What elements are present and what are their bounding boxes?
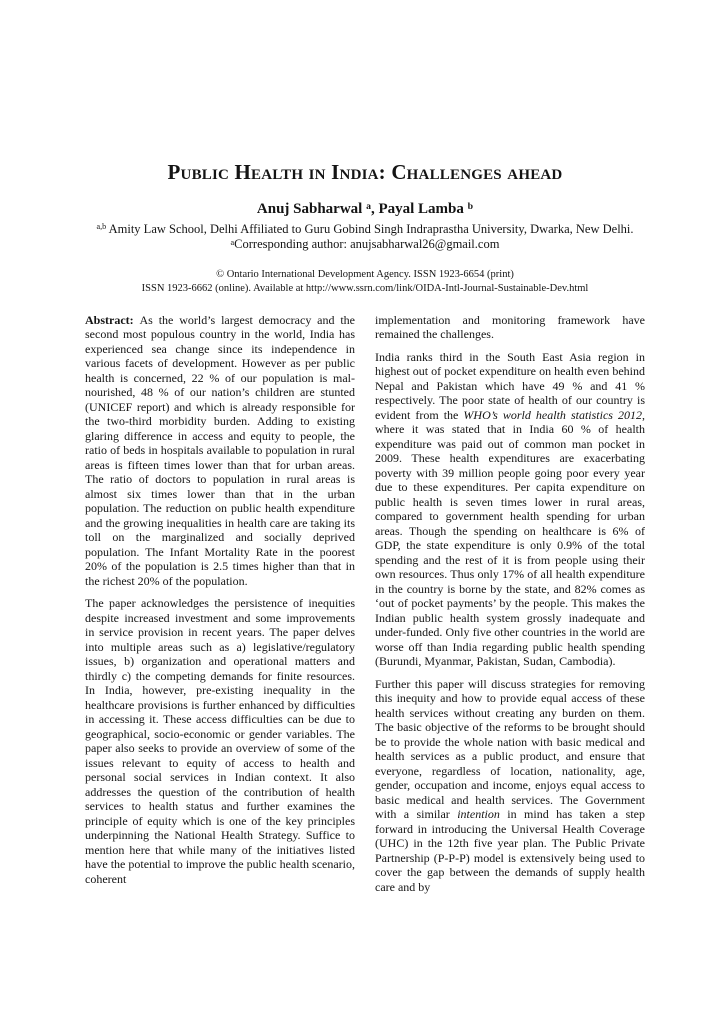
text-segment: Abstract: <box>85 312 140 327</box>
text-segment: intention <box>457 807 500 822</box>
left-column <box>85 313 355 903</box>
paragraph <box>375 677 645 895</box>
publisher-issn-url-line: ISSN 1923-6662 (online). Available at http://www.ssrn.com/link/OIDA-Intl-Journal-Sustainable-Dev.html <box>141 283 589 295</box>
paper-content <box>85 160 645 902</box>
text-segment: Anuj Sabharwal <box>256 201 367 218</box>
paper-title: Public Health in India: Challenges ahead <box>167 160 563 184</box>
text-segment: As the world’s largest democracy and the second most populous country in the world, India has experienced sea change since its independence in various facets of development. However as per public health is concerned, 22 % of our population is mal-nourished, 48 % of our nation’s children are stunted (UNICEF report) and which is already responsible for the two-third morbidity burden. Adding to existing glaring difference in access and equity to people, the ratio of beds in hospitals available to population in rural areas is fifteen times lower than that for urban areas. The ratio of doctors to population in rural areas is almost six times lower than that in the urban population. The reduction on public health expenditure and the growing inequalities in health care are taking its toll on the marginalized and socially deprived population. The Infant Mortality Rate in the poorest 20% of the population is 2.5 times higher than that in the richest 20% of the population. <box>85 312 356 588</box>
text-segment: a <box>366 200 371 212</box>
publisher-copyright-line: © Ontario International Development Agency. ISSN 1923-6654 (print) <box>216 269 514 281</box>
text-segment: Amity Law School, Delhi Affiliated to Guru Gobind Singh Indraprastha University, Dwarka, New Delhi. <box>106 221 634 236</box>
text-segment: Further this paper will discuss strategies for removing this inequity and how to provide equal access of these health services without creating any burden on them. The basic objective of the reforms to be brought should be to provide the whole nation with basic medical and health services as a public product, and ensure that everyone, regardless of location, nationality, age, gender, occupation and income, enjoys equal access to basic medical and health services. The Government with a similar <box>375 676 645 822</box>
text-segment: , where it was stated that in India 60 % of health expenditure was paid out of common man pocket in 2009. These health expenditures are exacerbating poverty with 39 million people going poor every year due to these expenditures. Per capita expenditure on public health is seven times lower in rural areas, compared to government health spending for urban areas. Though the spending on healthcare is 6% of GDP, the state expenditure is only 0.9% of the total spending and the rest of it is from people using their own resources. Thus only 17% of all health expenditure in the country is borne by the state, and 82% comes as ‘out of pocket payments’ by the people. This makes the Indian public health system grossly inadequate and under-funded. Only five other countries in the world are worse off than India regarding public health spending (Burundi, Myanmar, Pakistan, Sudan, Cambodia). <box>375 407 645 669</box>
authors-line <box>85 200 645 219</box>
paragraph <box>85 596 355 886</box>
text-segment: implementation and monitoring framework have remained the challenges. <box>375 312 645 342</box>
text-segment: a <box>230 237 235 247</box>
text-segment: Corresponding author: anujsabharwal26@gmail.com <box>234 237 500 252</box>
abstract-paragraph <box>85 313 355 589</box>
corresponding-author-line <box>85 237 645 252</box>
text-segment: India ranks third in the South East Asia region in highest out of pocket expenditure on health even behind Nepal and Pakistan which have 49 % and 41 % respectively. The poor state of health of our country is evident from the <box>375 349 645 422</box>
text-segment: in mind has taken a step forward in introducing the Universal Health Coverage (UHC) in the 12th five year plan. The Public Private Partnership (P-P-P) model is extensively being used to cover the gap between the demands of supply health care and by <box>375 807 645 894</box>
right-column <box>375 313 645 903</box>
body-columns <box>85 313 645 903</box>
paragraph <box>375 313 645 342</box>
text-segment: a,b <box>96 222 107 232</box>
affiliation-line <box>85 222 645 237</box>
publisher-block <box>85 268 645 295</box>
text-segment: WHO’s world health statistics 2012 <box>463 407 642 422</box>
text-segment: , Payal Lamba <box>370 201 468 218</box>
text-segment: The paper acknowledges the persistence of inequities despite increased investment and some improvements in service provision in recent years. The paper delves into multiple areas such as a) legislative/regulatory issues, b) organization and operational matters and thirdly c) the competing demands for finite resources. In India, however, pre-existing inequality in the healthcare provisions is further enhanced by difficulties in accessing it. These access difficulties can be due to geographical, socio-economic or gender variables. The paper also seeks to provide an overview of some of the issues relevant to equity of access to health and personal social services in Indian context. It also addresses the question of the contribution of health services to health status and further examines the principle of equity which is one of the key principles underpinning the National Health Strategy. Suffice to mention here that while many of the initiatives listed have the potential to improve the public health scenario, coherent <box>85 596 355 886</box>
paragraph <box>375 350 645 669</box>
text-segment: b <box>467 200 474 212</box>
